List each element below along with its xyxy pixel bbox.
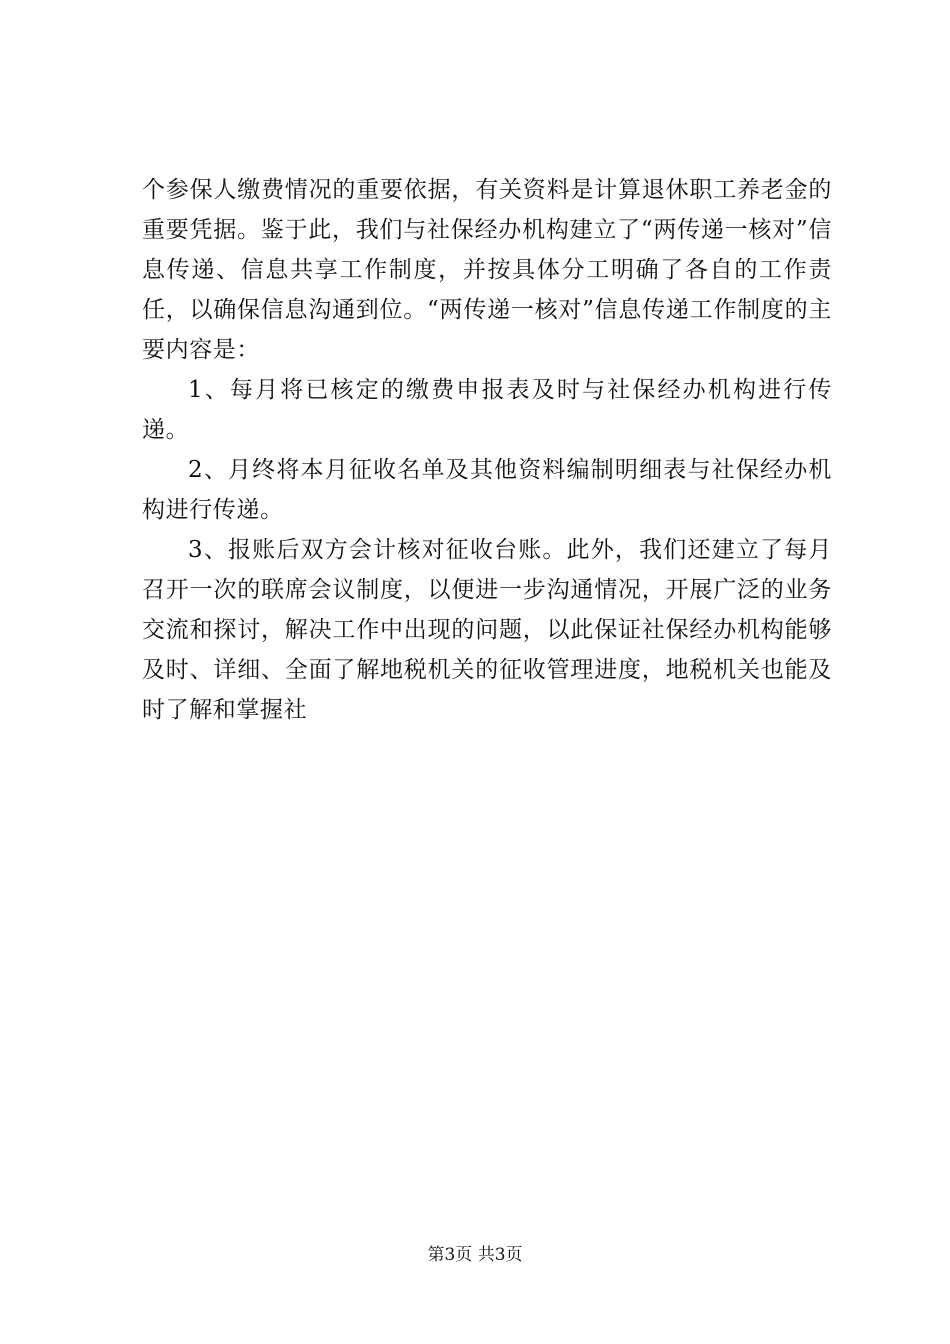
paragraph-item-1: 1、每月将已核定的缴费申报表及时与社保经办机构进行传递。 [142,377,832,443]
document-body [142,170,832,730]
paragraph-continuation: 个参保人缴费情况的重要依据，有关资料是计算退休职工养老金的重要凭据。鉴于此，我们与社保经办机构建立了“两传递一核对”信息传递、信息共享工作制度，并按具体分工明确了各自的工作责任，以确保信息沟通到位。“两传递一核对”信息传递工作制度的主要内容是： [142,177,832,363]
paragraph-item-3: 3、报账后双方会计核对征收台账。此外，我们还建立了每月召开一次的联席会议制度，以便进一步沟通情况，开展广泛的业务交流和探讨，解决工作中出现的问题，以此保证社保经办机构能够及时、详细、全面了解地税机关的征收管理进度，地税机关也能及时了解和掌握社 [142,537,832,723]
page-footer: 第3页 共3页 [427,1245,523,1265]
paragraph-item-2: 2、月终将本月征收名单及其他资料编制明细表与社保经办机构进行传递。 [142,457,832,523]
